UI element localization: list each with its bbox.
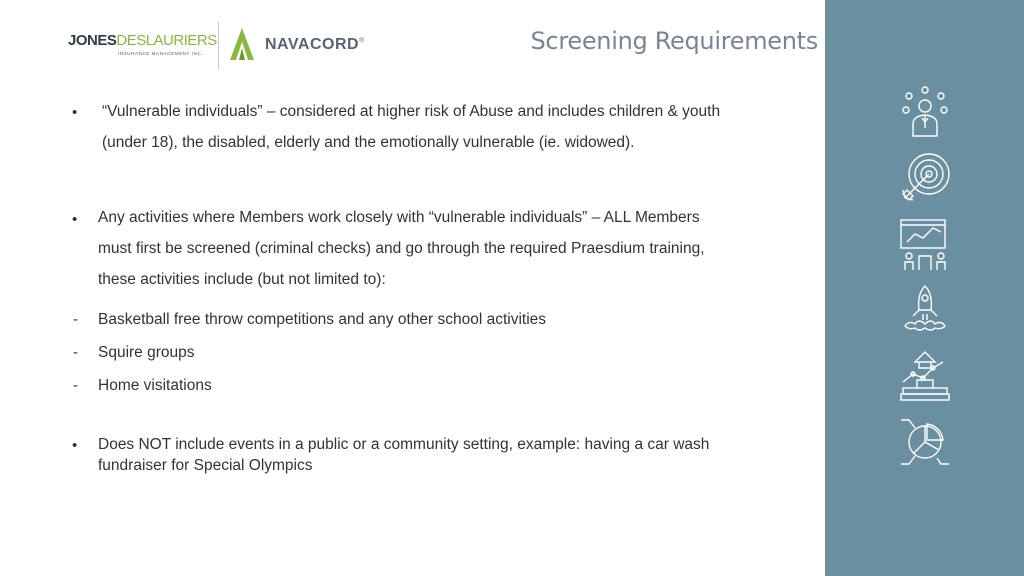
jones-deslauriers-logo: JONESDESLAURIERS INSURANCE MANAGEMENT INC. (68, 32, 217, 56)
bullet-2-line-2: must first be screened (criminal checks) and go through the required Praesdium training, (98, 240, 705, 257)
bullet-marker: • (72, 437, 78, 454)
page-title: Screening Requirements (530, 27, 818, 55)
bullet-1-line-1: “Vulnerable individuals” – considered at higher risk of Abuse and includes children & youth (102, 103, 721, 120)
rocket-launch-icon (897, 282, 953, 338)
presentation-board-icon (897, 216, 953, 272)
sub-item-marker: - (73, 377, 78, 394)
bullet-1-line-2: (under 18), the disabled, elderly and the emotionally vulnerable (ie. widowed). (102, 134, 635, 151)
decorative-sidebar (825, 0, 1024, 576)
bullet-marker: • (72, 211, 78, 228)
bullet-3-line-2: fundraiser for Special Olympics (98, 457, 313, 474)
target-dart-icon (897, 150, 953, 206)
sub-item-squire: Squire groups (98, 344, 195, 361)
bullet-marker: • (72, 104, 78, 121)
navacord-logo-mark-icon (229, 26, 255, 62)
bullet-2-line-3: these activities include (but not limited to): (98, 271, 386, 288)
logo-divider (218, 22, 219, 70)
sub-item-marker: - (73, 344, 78, 361)
growth-chart-icon (897, 348, 953, 404)
bullet-3-line-1: Does NOT include events in a public or a community setting, example: having a car wash (98, 436, 710, 453)
pie-chart-icon (897, 414, 953, 470)
sub-item-basketball: Basketball free throw competitions and any other school activities (98, 311, 547, 328)
leader-network-icon (897, 84, 953, 140)
bullet-2-line-1: Any activities where Members work closely with “vulnerable individuals” – ALL Members (98, 209, 700, 226)
sub-item-marker: - (73, 311, 78, 328)
navacord-logo-text: NAVACORD® (265, 36, 365, 53)
sub-item-home: Home visitations (98, 377, 212, 394)
